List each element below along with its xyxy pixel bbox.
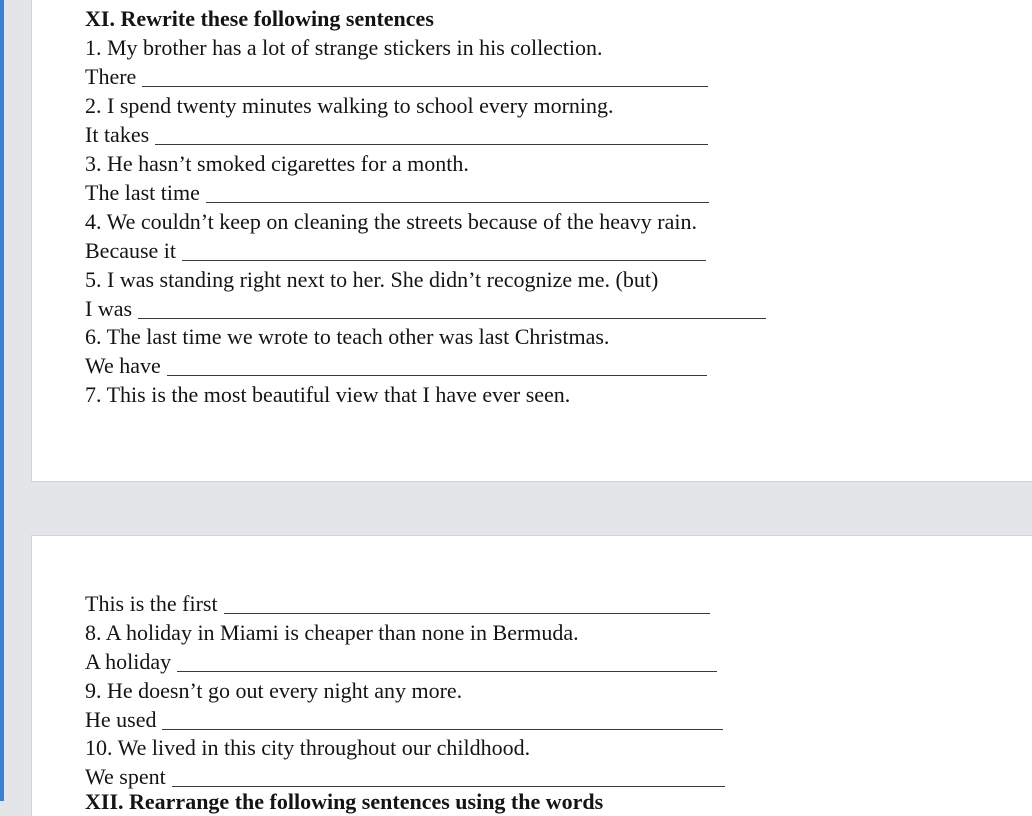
answer-prompt-10: We spent: [85, 764, 166, 789]
answer-prompt-3: The last time: [85, 180, 200, 205]
answer-blank-5: [138, 318, 766, 319]
answer-blank-8: [177, 671, 717, 672]
answer-prompt-4: Because it: [85, 238, 177, 263]
answer-line-6: [85, 353, 707, 379]
answer-blank-7: [224, 613, 710, 614]
answer-prompt-5: I was: [85, 296, 133, 321]
answer-line-9: [85, 707, 723, 733]
answer-line-2: [85, 122, 708, 148]
question-3: 3. He hasn’t smoked cigarettes for a month.: [85, 151, 469, 176]
question-2: 2. I spend twenty minutes walking to school every morning.: [85, 93, 614, 118]
answer-blank-9: [162, 729, 723, 730]
next-section-heading-partial: [85, 789, 603, 801]
answer-prompt-6: We have: [85, 353, 161, 378]
answer-line-5: [85, 296, 766, 322]
question-5: 5. I was standing right next to her. She didn’t recognize me. (but): [85, 267, 659, 292]
answer-line-1: [85, 64, 708, 90]
answer-blank-10: [172, 786, 725, 787]
answer-line-7: [85, 591, 710, 617]
question-1: 1. My brother has a lot of strange stickers in his collection.: [85, 35, 603, 60]
answer-prompt-1: There: [85, 64, 137, 89]
question-10: 10. We lived in this city throughout our childhood.: [85, 735, 531, 760]
question-7: 7. This is the most beautiful view that I have ever seen.: [85, 382, 571, 407]
answer-blank-1: [142, 86, 708, 87]
question-6: 6. The last time we wrote to teach other was last Christmas.: [85, 324, 610, 349]
section-heading: XI. Rewrite these following sentences: [85, 6, 434, 31]
answer-prompt-9: He used: [85, 707, 157, 732]
answer-blank-4: [182, 260, 706, 261]
answer-blank-3: [206, 202, 709, 203]
answer-blank-6: [167, 375, 707, 376]
answer-prompt-8: A holiday: [85, 649, 172, 674]
question-8: 8. A holiday in Miami is cheaper than none in Bermuda.: [85, 620, 579, 645]
answer-blank-2: [155, 144, 708, 145]
answer-line-10: [85, 764, 725, 790]
answer-line-8: [85, 649, 717, 675]
answer-prompt-7: This is the first: [85, 591, 218, 616]
answer-prompt-2: It takes: [85, 122, 150, 147]
question-9: 9. He doesn’t go out every night any more.: [85, 678, 463, 703]
answer-line-4: [85, 238, 706, 264]
answer-line-3: [85, 180, 709, 206]
window-edge-bar: [0, 0, 4, 801]
question-4: 4. We couldn’t keep on cleaning the streets because of the heavy rain.: [85, 209, 697, 234]
